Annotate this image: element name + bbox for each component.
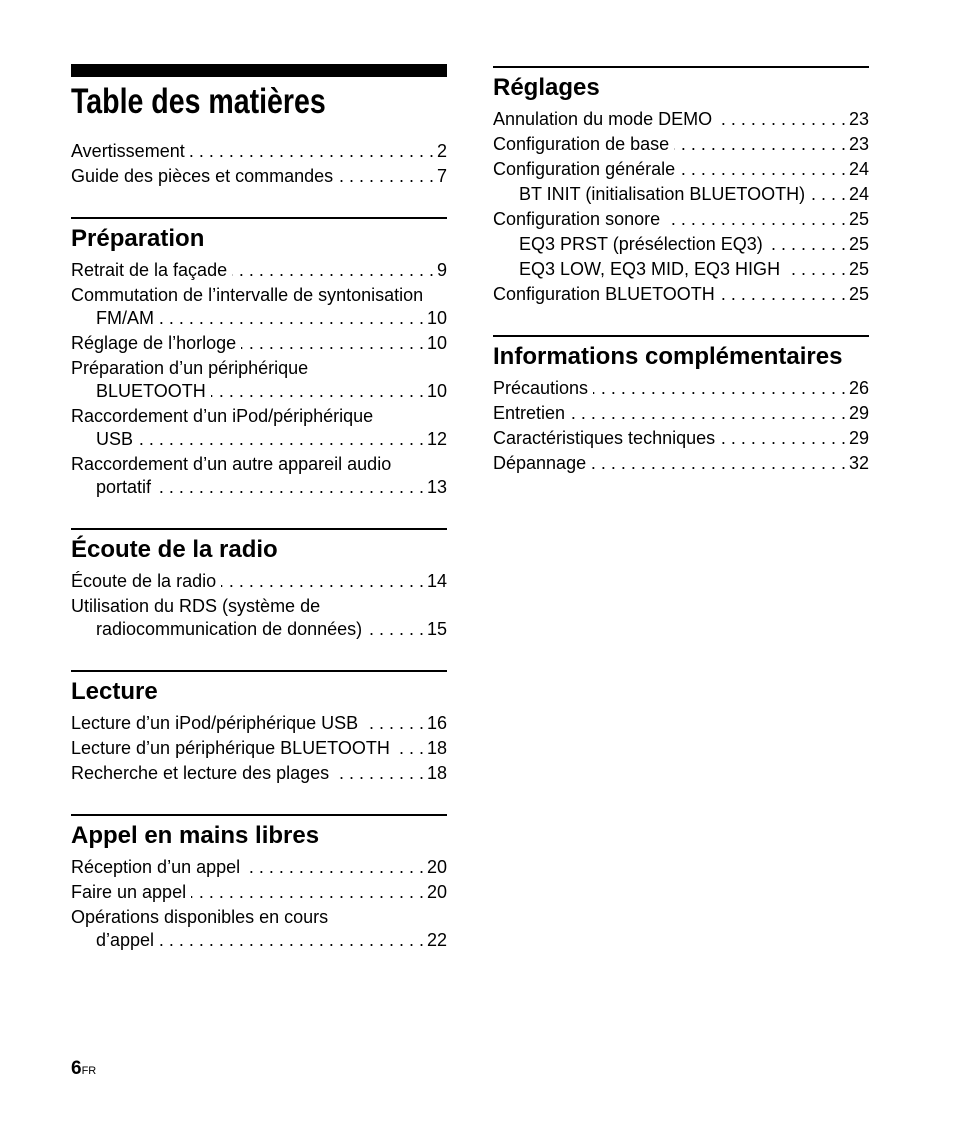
toc-entry (71, 595, 447, 643)
entry-label: Réception d’un appel (71, 857, 241, 877)
entry-label: Caractéristiques techniques (493, 428, 716, 448)
section-heading: Appel en mains libres (71, 822, 320, 849)
entry-row (71, 618, 447, 641)
entry-row (493, 183, 869, 206)
entry-page-number: 22 (426, 930, 447, 950)
entry-row (493, 452, 869, 475)
entry-row (71, 762, 447, 785)
entry-list (71, 564, 447, 643)
toc-entry (71, 737, 447, 762)
entry-page-number: 10 (426, 381, 447, 401)
entry-label: Recherche et lecture des plages (71, 763, 330, 783)
toc-entry (493, 377, 869, 402)
entry-label: Commutation de l’intervalle de syntonisation (71, 285, 424, 305)
section-reglages (493, 66, 869, 308)
dot-leader (768, 233, 846, 256)
entry-row (71, 856, 447, 879)
toc-sub-entry (493, 183, 869, 208)
section-ecoute-radio (71, 501, 447, 643)
dot-leader (367, 618, 424, 641)
entry-page-number: 7 (436, 166, 447, 186)
toc-sub-entry (493, 233, 869, 258)
dot-leader (338, 165, 434, 188)
dot-leader (591, 452, 846, 475)
toc-entry (493, 108, 869, 133)
title-bar (71, 64, 447, 77)
section-lecture (71, 643, 447, 787)
entry-page-number: 20 (426, 857, 447, 877)
entry-label: EQ3 PRST (présélection EQ3) (519, 234, 763, 254)
entry-list (71, 706, 447, 787)
toc-entry (71, 762, 447, 787)
entry-page-number: 12 (426, 429, 447, 449)
entry-label: Annulation du mode DEMO (493, 109, 713, 129)
dot-leader (334, 762, 424, 785)
entry-row (71, 140, 447, 163)
entry-label: Configuration sonore (493, 209, 661, 229)
page-number: 6 (71, 1058, 82, 1079)
entry-row (493, 283, 869, 306)
toc-entry (493, 427, 869, 452)
entry-row (493, 427, 869, 450)
entry-row (71, 332, 447, 355)
dot-leader (232, 259, 434, 282)
entry-page-number: 16 (426, 713, 447, 733)
entry-page-number: 14 (426, 571, 447, 591)
entry-row (493, 233, 869, 256)
entry-row (71, 712, 447, 735)
entry-row (71, 881, 447, 904)
section-heading: Lecture (71, 678, 158, 705)
dot-leader (156, 476, 424, 499)
page-footer (71, 1059, 96, 1079)
dot-leader (159, 307, 424, 330)
entry-label: Configuration générale (493, 159, 676, 179)
entry-page-number: 25 (848, 209, 869, 229)
entry-label: Opérations disponibles en cours (71, 907, 329, 927)
entry-row (71, 737, 447, 760)
entry-page-number: 18 (426, 738, 447, 758)
entry-row (71, 428, 447, 451)
dot-leader (191, 881, 424, 904)
entry-label: Entretien (493, 403, 566, 423)
toc-entry (493, 283, 869, 308)
intro-entries (71, 122, 447, 190)
dot-leader (211, 380, 424, 403)
toc-entry (71, 712, 447, 737)
entry-page-number: 25 (848, 284, 869, 304)
dot-leader (395, 737, 424, 760)
dot-leader (665, 208, 846, 231)
toc-entry (71, 570, 447, 595)
toc-entry (71, 259, 447, 284)
entry-label: Précautions (493, 378, 589, 398)
dot-leader (810, 183, 846, 206)
page-title: Table des matières (71, 82, 326, 121)
entry-page-number: 25 (848, 234, 869, 254)
entry-page-number: 18 (426, 763, 447, 783)
entry-label: Avertissement (71, 141, 185, 161)
dot-leader (593, 377, 846, 400)
toc-sub-entry (493, 258, 869, 283)
entry-row (493, 208, 869, 231)
entry-list (71, 253, 447, 501)
entry-page-number: 25 (848, 259, 869, 279)
toc-entry (493, 133, 869, 158)
entry-label: Lecture d’un périphérique BLUETOOTH (71, 738, 390, 758)
entry-label: Raccordement d’un iPod/périphérique (71, 406, 374, 426)
section-heading: Préparation (71, 225, 205, 252)
section-preparation (71, 190, 447, 501)
entry-label-continuation: USB (96, 429, 134, 449)
toc-entry (71, 906, 447, 954)
section-heading: Écoute de la radio (71, 536, 278, 563)
entry-label: Configuration BLUETOOTH (493, 284, 715, 304)
entry-page-number: 2 (436, 141, 447, 161)
entry-row (71, 570, 447, 593)
toc-entry (71, 453, 447, 501)
entry-label-continuation: radiocommunication de données) (96, 619, 363, 639)
section-heading: Informations complémentaires (493, 343, 843, 370)
toc-entry (71, 405, 447, 453)
entry-page-number: 10 (426, 308, 447, 328)
toc-entry (493, 158, 869, 183)
entry-row (71, 307, 447, 330)
dot-leader (785, 258, 846, 281)
dot-leader (674, 133, 846, 156)
toc-entry (71, 856, 447, 881)
dot-leader (138, 428, 424, 451)
dot-leader (241, 332, 424, 355)
toc-entry (493, 402, 869, 427)
language-code: FR (81, 1065, 97, 1077)
entry-row (71, 929, 447, 952)
dot-leader (720, 283, 846, 306)
entry-label-continuation: portatif (96, 477, 152, 497)
toc-entry (493, 208, 869, 233)
entry-label: Faire un appel (71, 882, 187, 902)
dot-leader (680, 158, 846, 181)
left-column (71, 64, 447, 954)
section-appel-mains-libres (71, 787, 447, 954)
entry-page-number: 20 (426, 882, 447, 902)
entry-label-continuation: BLUETOOTH (96, 381, 206, 401)
dot-leader (720, 427, 846, 450)
entry-label-continuation: FM/AM (96, 308, 154, 328)
entry-label: Retrait de la façade (71, 260, 228, 280)
entry-list (493, 371, 869, 477)
entry-page-number: 15 (426, 619, 447, 639)
dot-leader (190, 140, 434, 163)
entry-page-number: 29 (848, 403, 869, 423)
entry-page-number: 10 (426, 333, 447, 353)
entry-label: Préparation d’un périphérique (71, 358, 309, 378)
entry-row (493, 108, 869, 131)
entry-page-number: 24 (848, 184, 869, 204)
entry-page-number: 13 (426, 477, 447, 497)
dot-leader (570, 402, 846, 425)
entry-label: Utilisation du RDS (système de (71, 596, 321, 616)
entry-row (493, 402, 869, 425)
entry-label: Lecture d’un iPod/périphérique USB (71, 713, 359, 733)
entry-row (493, 133, 869, 156)
entry-list (71, 850, 447, 954)
section-heading: Réglages (493, 74, 600, 101)
dot-leader (159, 929, 424, 952)
dot-leader (221, 570, 424, 593)
entry-label: BT INIT (initialisation BLUETOOTH) (519, 184, 806, 204)
entry-page-number: 26 (848, 378, 869, 398)
entry-row (493, 258, 869, 281)
entry-page-number: 23 (848, 134, 869, 154)
entry-row (493, 377, 869, 400)
entry-label: Dépannage (493, 453, 587, 473)
entry-label: Guide des pièces et commandes (71, 166, 334, 186)
entry-row (71, 165, 447, 188)
entry-label: Écoute de la radio (71, 571, 217, 591)
toc-entry (71, 332, 447, 357)
dot-leader (363, 712, 424, 735)
entry-list (493, 102, 869, 308)
entry-label: EQ3 LOW, EQ3 MID, EQ3 HIGH (519, 259, 781, 279)
toc-entry (71, 165, 447, 190)
entry-page-number: 32 (848, 453, 869, 473)
entry-page-number: 29 (848, 428, 869, 448)
entry-label: Raccordement d’un autre appareil audio (71, 454, 392, 474)
entry-label: Configuration de base (493, 134, 670, 154)
entry-row (71, 476, 447, 499)
entry-page-number: 23 (848, 109, 869, 129)
entry-page-number: 24 (848, 159, 869, 179)
entry-row (71, 380, 447, 403)
right-column (493, 66, 869, 477)
entry-label: Réglage de l’horloge (71, 333, 237, 353)
section-informations-complementaires (493, 308, 869, 477)
entry-row (71, 259, 447, 282)
toc-entry (71, 881, 447, 906)
toc-entry (71, 140, 447, 165)
entry-page-number: 9 (436, 260, 447, 280)
toc-entry (71, 357, 447, 405)
entry-row (493, 158, 869, 181)
dot-leader (245, 856, 424, 879)
toc-entry (493, 452, 869, 477)
dot-leader (717, 108, 846, 131)
entry-label-continuation: d’appel (96, 930, 155, 950)
toc-entry (71, 284, 447, 332)
